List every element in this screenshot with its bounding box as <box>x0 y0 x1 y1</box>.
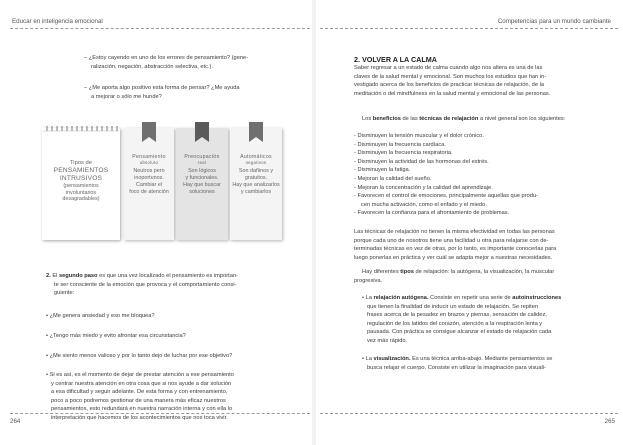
list-item: • Si es así, es el momento de dejar de prestar atención a ese pensamiento y centrar nuestra atención en otra cosa que si nos ayude a dar solución a esa dificultad y seguir adelante. De esta forma y con entrenamiento, poco a poco podremos gestionar de una manera más eficaz nuestros pensamientos, esto redundará en nuestra narración interna y con ella lo interpretación que hacemos de los acontecimientos que nos toca vivir. <box>46 372 234 421</box>
list-item: - Favorecen el control de emociones, principalmente aquellas que produ- <box>354 193 538 200</box>
bookmark-icon <box>247 122 265 144</box>
page-number: 265 <box>604 418 615 425</box>
running-header: Competencias para un mundo cambiante <box>497 18 611 25</box>
notebook-card <box>42 128 120 240</box>
header-rule <box>320 28 618 29</box>
section-title: 2. VOLVER A LA CALMA <box>354 55 437 64</box>
list-item: • ¿Me genera ansiedad y eso me bloquea? <box>46 313 155 319</box>
list-item: - Mejoran la concentración y la calidad del aprendizaje. <box>354 184 493 191</box>
bookmark-icon <box>140 122 158 144</box>
footer-rule <box>320 413 618 414</box>
list-item: - Disminuyen la fatiga. <box>354 167 411 174</box>
notebook-title: Tipos de PENSAMIENTOS INTRUSIVOS (pensamientos involuntarios desagradables) <box>53 160 109 203</box>
list-item: - Disminuyen la frecuencia respiratoria. <box>354 150 453 157</box>
bullet-question: – ¿Estoy cayendo en uno de los errores de pensamiento? (gene- ralización, negación, abstracción selectiva, etc.). <box>84 55 249 70</box>
list-item: • La relajación autógena. Consiste en repetir una serie de autoinstrucciones que tienen la finalidad de inducir un estado de relajación. Se repiten frases acerca de la pesadez en brazos y piernas, sensación de calidez, regulación de los latidos del corazón, atención a la respiración lenta y pausada. Con práctica se consigue alcanzar el estado de relajación cada vez más rápido. <box>362 295 562 344</box>
intro-paragraph: Saber regresar a un estado de calma cuando algo nos altera es una de las claves de la salud mental y emocional. Son muchos los estudios que han in- vestigado acerca de los beneficios de practicar técnicas de relajación, de la meditación o del mindfulness en la salud mental y emocional de las personas. <box>354 65 551 97</box>
list-item: - Mejoran la calidad del sueño. <box>354 175 432 182</box>
list-item: cen mucha activación, como el enfado y el miedo. <box>361 201 487 208</box>
list-item: • ¿Tengo más miedo y evito afrontar esa circunstancia? <box>46 333 186 339</box>
step-two-paragraph: 2. El segundo paso es que una vez localizado el pensamiento es importan- te ser consciente de la emoción que provoca y el comportamiento consi- guiente: <box>46 273 238 297</box>
bullet-question: – ¿Me aporta algo positivo esta forma de pensar? ¿Me ayuda a mejorar o sólo me hunde? <box>84 85 240 100</box>
types-paragraph: Hay diferentes tipos de relajación: la autógena, la visualización, la muscular progresiva. <box>354 269 555 284</box>
benefits-list <box>354 132 602 218</box>
benefits-intro: Los beneficios de las técnicas de relajación a nivel general son los siguientes: <box>362 116 566 122</box>
list-item: - Disminuyen la actividad de las hormonas del estrés. <box>354 158 489 165</box>
list-item: • La visualización. Es una técnica arriba-abajo. Mediante pensamientos se busca relajar el cuerpo. Consiste en utilizar la imaginación para visuali- <box>362 356 553 371</box>
list-item: - Favorecen la confianza para el afrontamiento de problemas. <box>354 210 510 217</box>
thought-type-card: Preocupación real Son lógicos y funcionales. Hay que buscar soluciones <box>176 128 228 240</box>
footer-rule <box>10 413 310 414</box>
thought-type-card: Pensamiento absoluto Neutros pero inoportunos. Cambiar el foco de atención <box>124 128 174 240</box>
list-item: - Disminuyen la frecuencia cardíaca. <box>354 141 446 148</box>
page-number: 264 <box>10 418 21 425</box>
header-rule <box>10 28 310 29</box>
spiral-binding-icon <box>42 124 120 132</box>
right-page <box>316 0 623 445</box>
list-item: • ¿Me siento menos valioso y por lo tanto dejo de luchar por ese objetivo? <box>46 353 233 359</box>
list-item: - Disminuyen la tensión muscular y el dolor crónico. <box>354 133 484 139</box>
thought-type-card: Automáticos negativos Son dañinos y gratuitos. Hay que analizarlos y cambiarlos <box>230 128 282 240</box>
bookmark-icon <box>193 122 211 144</box>
running-header: Educar en inteligencia emocional <box>12 18 103 25</box>
effectiveness-paragraph: Las técnicas de relajación no tienen la misma efectividad en todas las personas porque cada uno de nosotros tiene una facilidad u otra para relajarse con de- terminadas técnicas en vez de otras, por lo tanto, es importante conocerlas para luego ponerlas en práctica y ver cuál se adapta mejor a nuestras necesidades. <box>354 229 557 261</box>
